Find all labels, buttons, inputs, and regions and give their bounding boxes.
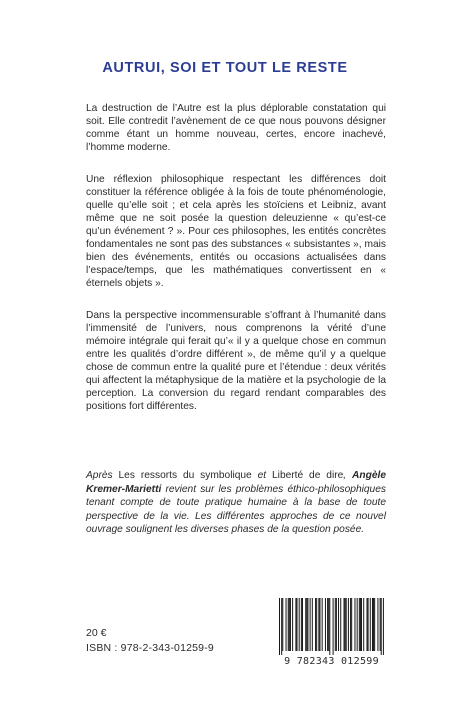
barcode-bar: [290, 598, 291, 651]
blurb-mid: et: [251, 470, 273, 481]
barcode-bar: [333, 598, 334, 655]
barcode-bar: [351, 598, 352, 651]
barcode-bar: [338, 598, 339, 651]
barcode-bar: [361, 598, 362, 651]
barcode-bar: [381, 598, 382, 655]
barcode-bar: [286, 598, 287, 651]
book-title: AUTRUI, SOI ET TOUT LE RESTE: [102, 60, 348, 76]
paragraph-3: Dans la perspective incommensurable s’offrant à l’humanité dans l’immensité de l’univers, nous comprenons la vérité d’une mémoire intégrale qui ferait qu’« il y a quelque chose en commun entre les qualités d’ordre différent », de même qu’il y a quelque chose de commun entre la qualité pure et l’étendue : deux vérités qui affectent la métaphysique de la matière et la psychologie de la perception. La conversion du regard rendant comparables des positions fort différentes.: [86, 310, 386, 412]
barcode-bar: [322, 598, 323, 651]
barcode-image: [279, 598, 384, 655]
barcode-bar: [292, 598, 293, 651]
barcode-bar: [328, 598, 329, 651]
barcode-bar: [374, 598, 375, 651]
barcode-bar: [310, 598, 311, 651]
barcode-bar: [279, 598, 280, 655]
barcode-bar: [360, 598, 361, 651]
barcode-bar: [354, 598, 355, 651]
barcode-bar: [297, 598, 298, 651]
barcode-bar: [368, 598, 369, 651]
barcode-bar: [346, 598, 347, 651]
blurb-rest: revient sur les problèmes éthico-philosophiques tenant compte de toute pratique humaine à la base de toute perspective de la vie. Les différentes approches de ce nouvel ouvrage soulignent les diverses phases de la question posée.: [86, 483, 386, 535]
barcode-bar: [302, 598, 303, 651]
barcode-bar: [344, 598, 345, 651]
barcode-bar: [363, 598, 364, 651]
barcode-bar: [373, 598, 374, 651]
barcode-bar: [335, 598, 336, 651]
barcode-bar: [340, 598, 341, 651]
price: 20 €: [86, 627, 107, 639]
barcode-bar: [380, 598, 381, 651]
barcode-bar: [318, 598, 319, 651]
barcode-bar: [325, 598, 326, 651]
barcode-bar: [312, 598, 313, 651]
barcode-bar: [282, 598, 283, 651]
barcode-bar: [301, 598, 302, 651]
barcode-bar: [329, 598, 330, 655]
barcode-bar: [348, 598, 349, 651]
barcode-bar: [383, 598, 384, 655]
blurb-comma: ,: [343, 470, 353, 481]
blurb-work-1: Les ressorts du symbolique: [118, 470, 252, 481]
barcode-bar: [370, 598, 371, 651]
barcode-bar: [306, 598, 307, 651]
blurb-author: Angèle Kremer-Marietti: [86, 470, 386, 495]
barcode-bar: [288, 598, 289, 651]
isbn: ISBN : 978-2-343-01259-9: [86, 642, 214, 654]
barcode-bar: [327, 598, 328, 651]
barcode-bar: [281, 598, 282, 655]
barcode-bar: [316, 598, 317, 651]
barcode-bar: [367, 598, 368, 651]
barcode-bar: [350, 598, 351, 651]
blurb-lead: Après: [86, 470, 119, 481]
paragraph-2: Une réflexion philosophique respectant les différences doit constituer la référence obligée à la fois de toute phénoménologie, quelle qu’elle soit ; et cela après les stoïciens et Leibniz, avant même que ne soit posée la question deleuzienne « qu’est-ce qu’un événement ? ». Pour ces philosophes, les entités concrètes fondamentales ne sont pas des substances « subsistantes », mais bien des événements, entités ou occasions actualisées dans l’espace/temps, que les mathématiques convertissent en « éternels objets ».: [86, 174, 386, 289]
barcode-bar: [372, 598, 373, 651]
barcode-bar: [359, 598, 360, 651]
paragraph-1: La destruction de l’Autre est la plus déplorable constatation qui soit. Elle contredit l’avènement de ce que nous pouvons désigner comme étant un homme nouveau, certes, encore inachevé, l’homme moderne.: [86, 103, 386, 153]
barcode-bar: [319, 598, 320, 651]
barcode-bar: [295, 598, 296, 651]
blurb-work-2: Liberté de dire: [272, 470, 344, 481]
barcode-bar: [315, 598, 316, 651]
barcode-bar: [307, 598, 308, 651]
author-blurb: [86, 469, 386, 537]
barcode-bar: [305, 598, 306, 651]
barcode-bar: [357, 598, 358, 651]
barcode-bar: [345, 598, 346, 651]
barcode-bar: [336, 598, 337, 651]
barcode-number: 9 782343 012599: [284, 656, 379, 667]
barcode-bar: [377, 598, 378, 651]
barcode-bar: [289, 598, 290, 651]
barcode-bar: [299, 598, 300, 651]
